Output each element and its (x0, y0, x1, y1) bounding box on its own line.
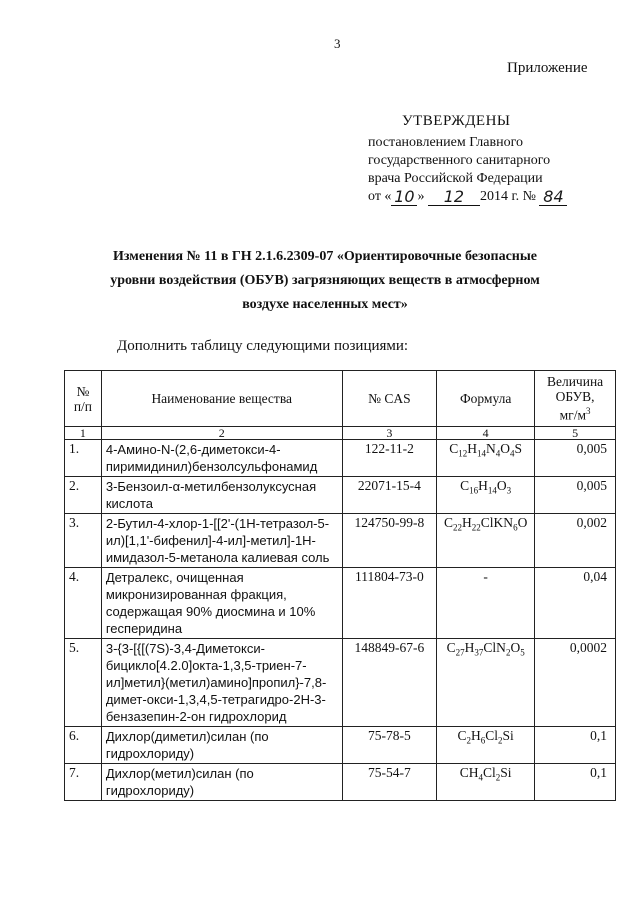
obuv-value: 0,002 (535, 514, 616, 568)
table-body (65, 440, 616, 801)
row-number: 2. (65, 477, 102, 514)
table-row (65, 639, 616, 727)
chemical-formula: $C_{27}H_{37}ClN_2O_5$ (437, 639, 535, 727)
obuv-value: 0,005 (535, 477, 616, 514)
obuv-value: 0,04 (535, 568, 616, 639)
approval-line-3: врача Российской Федерации (368, 171, 543, 186)
cas-number: 148849-67-6 (342, 639, 437, 727)
approval-date-line (368, 188, 608, 206)
col-number: 5 (535, 427, 616, 440)
header-formula: Формула (437, 371, 535, 427)
row-number: 6. (65, 727, 102, 764)
table-row (65, 477, 616, 514)
cas-number: 22071-15-4 (342, 477, 437, 514)
row-number: 5. (65, 639, 102, 727)
table-row (65, 727, 616, 764)
col-number: 2 (101, 427, 342, 440)
col-number: 3 (342, 427, 437, 440)
substances-table (64, 370, 616, 801)
title-line-3: воздухе населенных мест» (242, 297, 408, 312)
column-number-row (65, 427, 616, 440)
cas-number: 75-78-5 (342, 727, 437, 764)
substance-name: 3-{3-[{[(7S)-3,4-Диметокси-бицикло[4.2.0]окта-1,3,5-триен-7-ил]метил}(метил)амино]пропил}-7,8-димет-окси-1,3,4,5-тетрагидро-2Н-3-бензазепин-2-он гидрохлорид (101, 639, 342, 727)
chemical-formula: $C_{16}H_{14}O_3$ (437, 477, 535, 514)
table-row (65, 764, 616, 801)
chemical-formula: - (437, 568, 535, 639)
cas-number: 124750-99-8 (342, 514, 437, 568)
date-mid: » (417, 189, 425, 204)
header-value: Величина ОБУВ, $мг/м^3$ (535, 371, 616, 427)
header-name: Наименование вещества (101, 371, 342, 427)
chemical-formula: $C_2H_6Cl_2Si$ (437, 727, 535, 764)
document-title (90, 245, 560, 317)
table-row (65, 568, 616, 639)
row-number: 7. (65, 764, 102, 801)
col-number: 1 (65, 427, 102, 440)
substance-name: Дихлор(метил)силан (по гидрохлориду) (101, 764, 342, 801)
page-number: 3 (334, 36, 341, 51)
substance-name: Дихлор(диметил)силан (по гидрохлориду) (101, 727, 342, 764)
approval-day: 10 (391, 188, 417, 206)
approval-title: УТВЕРЖДЕНЫ (402, 113, 511, 129)
cas-number: 75-54-7 (342, 764, 437, 801)
row-number: 4. (65, 568, 102, 639)
substance-name: 4-Амино-N-(2,6-диметокси-4-пиримидинил)бензолсульфонамид (101, 440, 342, 477)
header-cas: № CAS (342, 371, 437, 427)
row-number: 3. (65, 514, 102, 568)
appendix-label: Приложение (507, 60, 588, 76)
substance-name: 2-Бутил-4-хлор-1-[[2'-(1Н-тетразол-5-ил)[1,1'-бифенил]-4-ил]-метил]-1Н- имидазол-5-метанола калиевая соль (101, 514, 342, 568)
approval-line-2: государственного санитарного (368, 153, 551, 168)
obuv-value: 0,0002 (535, 639, 616, 727)
cas-number: 111804-73-0 (342, 568, 437, 639)
substance-name: Детралекс, очищенная микронизированная фракция, содержащая 90% диосмина и 10% гесперидина (101, 568, 342, 639)
chemical-formula: $C_{22}H_{22}ClKN_6O$ (437, 514, 535, 568)
col-number: 4 (437, 427, 535, 440)
approval-month: 12 (428, 188, 480, 206)
table-row (65, 440, 616, 477)
approval-line-1: постановлением Главного (368, 135, 523, 150)
approval-number: 84 (539, 188, 567, 206)
table-header-row (65, 371, 616, 427)
date-prefix: от « (368, 189, 392, 204)
obuv-value: 0,005 (535, 440, 616, 477)
chemical-formula: $CH_4Cl_2Si$ (437, 764, 535, 801)
obuv-value: 0,1 (535, 727, 616, 764)
header-num: № п/п (65, 371, 102, 427)
approval-year: 2014 г. № (479, 189, 536, 204)
row-number: 1. (65, 440, 102, 477)
approval-block (368, 112, 608, 206)
substance-name: 3-Бензоил-α-метилбензолуксусная кислота (101, 477, 342, 514)
cas-number: 122-11-2 (342, 440, 437, 477)
obuv-value: 0,1 (535, 764, 616, 801)
chemical-formula: $C_{12}H_{14}N_4O_4S$ (437, 440, 535, 477)
table-row (65, 514, 616, 568)
intro-text: Дополнить таблицу следующими позициями: (117, 338, 409, 354)
title-line-1: Изменения № 11 в ГН 2.1.6.2309-07 «Ориентировочные безопасные (112, 249, 538, 264)
title-line-2: уровни воздействия (ОБУВ) загрязняющих веществ в атмосферном (110, 273, 540, 288)
